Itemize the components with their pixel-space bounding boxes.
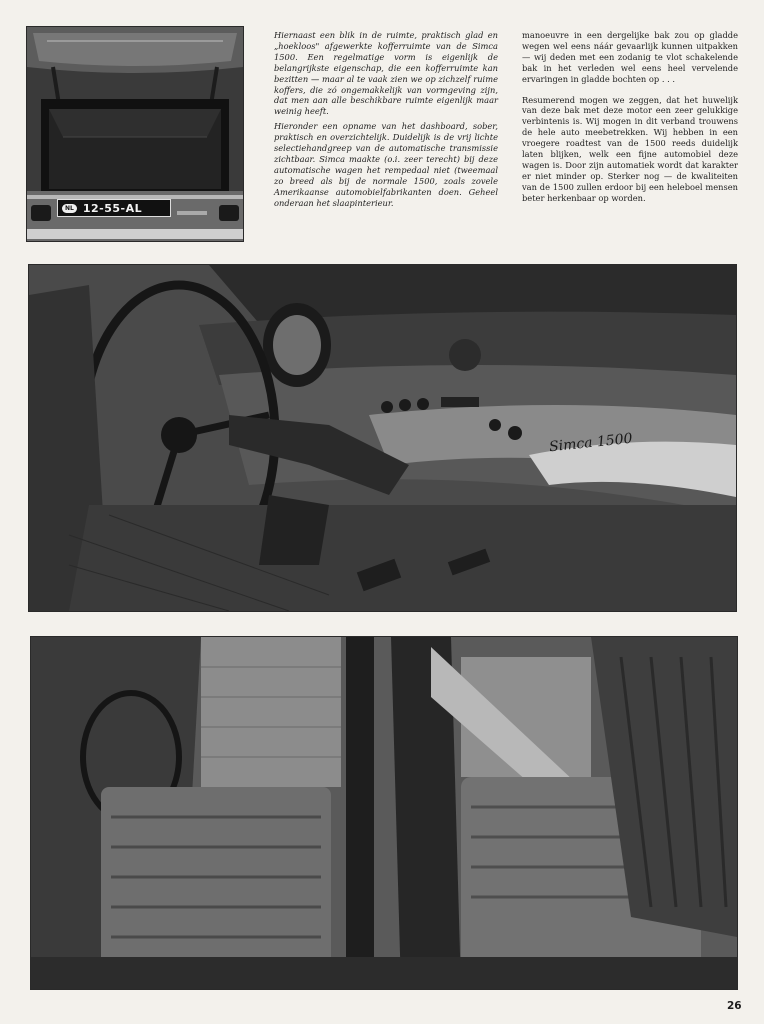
- body-paragraph-1: manoeuvre in een dergelijke bak zou op gladde wegen wel eens náár gevaarlijk kunnen uitpakken — wij deden met een zodanig te vlot schakelende bak in het verleden wel eens heel vervelende ervaringen in gladde bochten op . . .: [522, 30, 738, 84]
- interior-photo: [30, 636, 738, 990]
- dashboard-badge-script: Simca 1500: [548, 430, 634, 456]
- plate-country: NL: [62, 204, 77, 213]
- caption-column: [274, 30, 498, 213]
- body-column: [522, 30, 738, 208]
- caption-dashboard: Hieronder een opname van het dashboard, sober, praktisch en overzichtelijk. Duidelijk is de vrij lichte selectiehandgreep van de automatische transmissie zichtbaar. Simca maakte (o.i. zeer terecht) bij deze automatische wagen het rempedaal niet (tweemaal zo breed als bij de normale 1500, zoals zovele Amerikaanse automobielfabrikanten doen. Geheel onderaan het slaapinterieur.: [274, 121, 498, 208]
- page-number: 26: [727, 1000, 742, 1012]
- plate-number: 12-55-AL: [82, 201, 143, 215]
- body-paragraph-2: Resumerend mogen we zeggen, dat het huwelijk van deze bak met deze motor een zeer gelukkige verbintenis is. Wij mogen in dit verband trouwens de hele auto meebetrekken. Wij hebben in een vroegere roadtest van de 1500 reeds duidelijk laten blijken, welk een fijne automobiel deze wagen is. Door zijn automatiek wordt dat karakter er niet minder op. Sterker nog — de kwaliteiten van de 1500 zullen erdoor bij een heleboel mensen beter herkenbaar op worden.: [522, 94, 738, 203]
- caption-trunk: Hiernaast een blik in de ruimte, praktisch glad en „hoekloos" afgewerkte kofferruimte van de Simca 1500. Een regelmatige vorm is eigenlijk de belangrijkste eigenschap, die een kofferruimte kan bezitten — maar al te vaak zien we op zichzelf ruime koffers, die zó ongemakkelijk van vormgeving zijn, dat men aan alle beschikbare ruimte eigenlijk maar weinig heeft.: [274, 30, 498, 117]
- dashboard-photo: [28, 264, 737, 612]
- license-plate: [57, 199, 171, 217]
- trunk-photo: [26, 26, 244, 242]
